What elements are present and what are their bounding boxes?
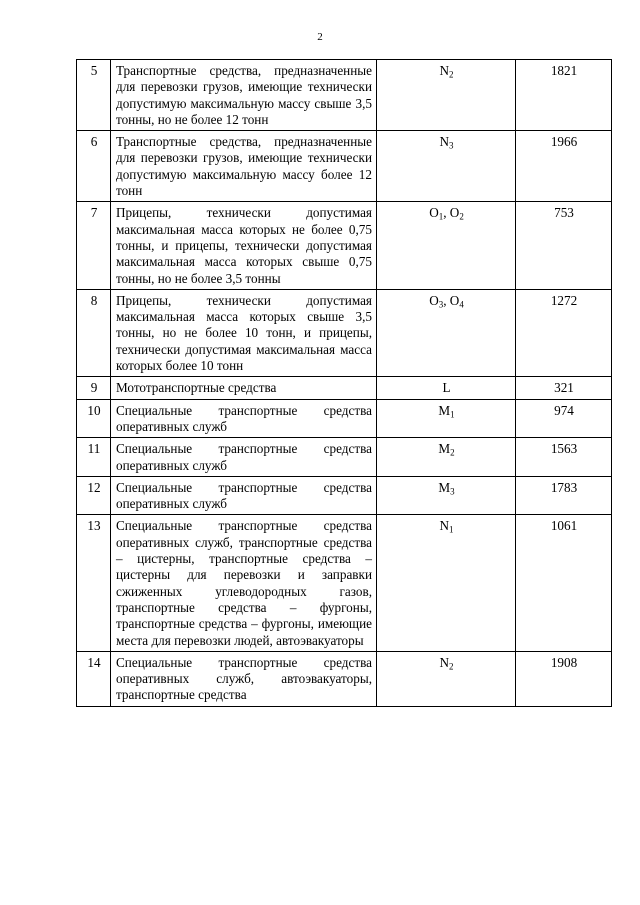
- fee-value: 321: [516, 377, 612, 399]
- vehicle-description: Специальные транспортные средства оперативных служб, автоэвакуаторы, транспортные средства: [111, 651, 377, 706]
- category-subscript: 2: [459, 211, 464, 222]
- vehicle-description: Транспортные средства, предназначенные для перевозки грузов, имеющие технически допустимую максимальную массу более 12 тонн: [111, 131, 377, 202]
- table-row: [77, 399, 612, 438]
- category-subscript: 4: [459, 299, 464, 310]
- row-number: 13: [77, 515, 111, 651]
- vehicle-category: [377, 399, 516, 438]
- fee-value: 1783: [516, 476, 612, 515]
- category-code: O: [429, 292, 439, 308]
- vehicle-description: Прицепы, технически допустимая максимальная масса которых не более 0,75 тонны, и прицепы, технически допустимая максимальная масса которых свыше 0,75 тонны, но не более 3,5 тонны: [111, 202, 377, 289]
- row-number: 9: [77, 377, 111, 399]
- table-row: [77, 60, 612, 131]
- vehicle-category: [377, 202, 516, 289]
- fee-value: 753: [516, 202, 612, 289]
- row-number: 11: [77, 438, 111, 477]
- fee-value: 974: [516, 399, 612, 438]
- vehicle-description: Специальные транспортные средства оперативных служб: [111, 399, 377, 438]
- category-subscript: 3: [449, 140, 454, 151]
- category-code: N: [439, 654, 450, 670]
- vehicle-description: Прицепы, технически допустимая максимальная масса которых свыше 3,5 тонны, но не более 10 тонн, и прицепы, технически допустимая максимальная масса которых более 10 тонн: [111, 289, 377, 376]
- page-number: 2: [317, 31, 323, 43]
- fee-value: 1821: [516, 60, 612, 131]
- category-code: M: [438, 441, 451, 457]
- vehicle-category: [377, 131, 516, 202]
- category-subscript: 3: [438, 299, 444, 310]
- category-subscript: 2: [449, 69, 454, 80]
- row-number: 7: [77, 202, 111, 289]
- vehicle-category: [377, 476, 516, 515]
- fee-value: 1272: [516, 289, 612, 376]
- table-row: [77, 289, 612, 376]
- row-number: 5: [77, 60, 111, 131]
- category-subscript: 1: [438, 211, 444, 222]
- table-row: [77, 377, 612, 399]
- vehicle-category: [377, 515, 516, 651]
- category-code: O: [449, 205, 460, 221]
- vehicle-description: Специальные транспортные средства оперативных служб: [111, 438, 377, 477]
- fee-value: 1563: [516, 438, 612, 477]
- vehicle-description: Специальные транспортные средства оперативных служб: [111, 476, 377, 515]
- table-row: [77, 202, 612, 289]
- fee-value: 1061: [516, 515, 612, 651]
- vehicle-description: Специальные транспортные средства оперативных служб, транспортные средства – цистерны, транспортные средства – цистерны для перевозки и заправки сжиженных углеводородных газов, транспортные средства – фургоны, транспортные средства – фургоны, имеющие места для перевозки людей, автоэвакуаторы: [111, 515, 377, 651]
- row-number: 8: [77, 289, 111, 376]
- fee-value: 1908: [516, 651, 612, 706]
- vehicle-category: [377, 377, 516, 399]
- vehicle-description: Транспортные средства, предназначенные для перевозки грузов, имеющие технически допустимую максимальную массу свыше 3,5 тонны, но не более 12 тонн: [111, 60, 377, 131]
- category-code: N: [439, 63, 450, 78]
- row-number: 12: [77, 476, 111, 515]
- category-code: O: [429, 205, 439, 221]
- category-code: M: [438, 479, 451, 495]
- category-code: M: [438, 402, 451, 418]
- vehicle-description: Мототранспортные средства: [111, 377, 377, 399]
- vehicle-category: [377, 438, 516, 477]
- category-subscript: 1: [449, 524, 454, 535]
- category-subscript: 2: [449, 661, 454, 672]
- vehicle-category: [377, 289, 516, 376]
- category-separator: ,: [443, 292, 450, 308]
- category-separator: ,: [443, 205, 450, 221]
- table-row: [77, 515, 612, 651]
- table-row: [77, 438, 612, 477]
- row-number: 10: [77, 399, 111, 438]
- table-row: [77, 651, 612, 706]
- table-row: [77, 476, 612, 515]
- vehicle-category: [377, 651, 516, 706]
- vehicle-category: [377, 60, 516, 131]
- category-code: N: [439, 134, 450, 150]
- fee-table: [76, 59, 612, 707]
- category-subscript: 1: [450, 409, 455, 420]
- table-body: [77, 60, 612, 707]
- row-number: 6: [77, 131, 111, 202]
- category-code: L: [442, 380, 451, 396]
- row-number: 14: [77, 651, 111, 706]
- fee-value: 1966: [516, 131, 612, 202]
- category-code: N: [439, 518, 450, 534]
- category-subscript: 2: [450, 447, 455, 458]
- category-subscript: 3: [450, 486, 455, 497]
- table-row: [77, 131, 612, 202]
- category-code: O: [449, 292, 460, 308]
